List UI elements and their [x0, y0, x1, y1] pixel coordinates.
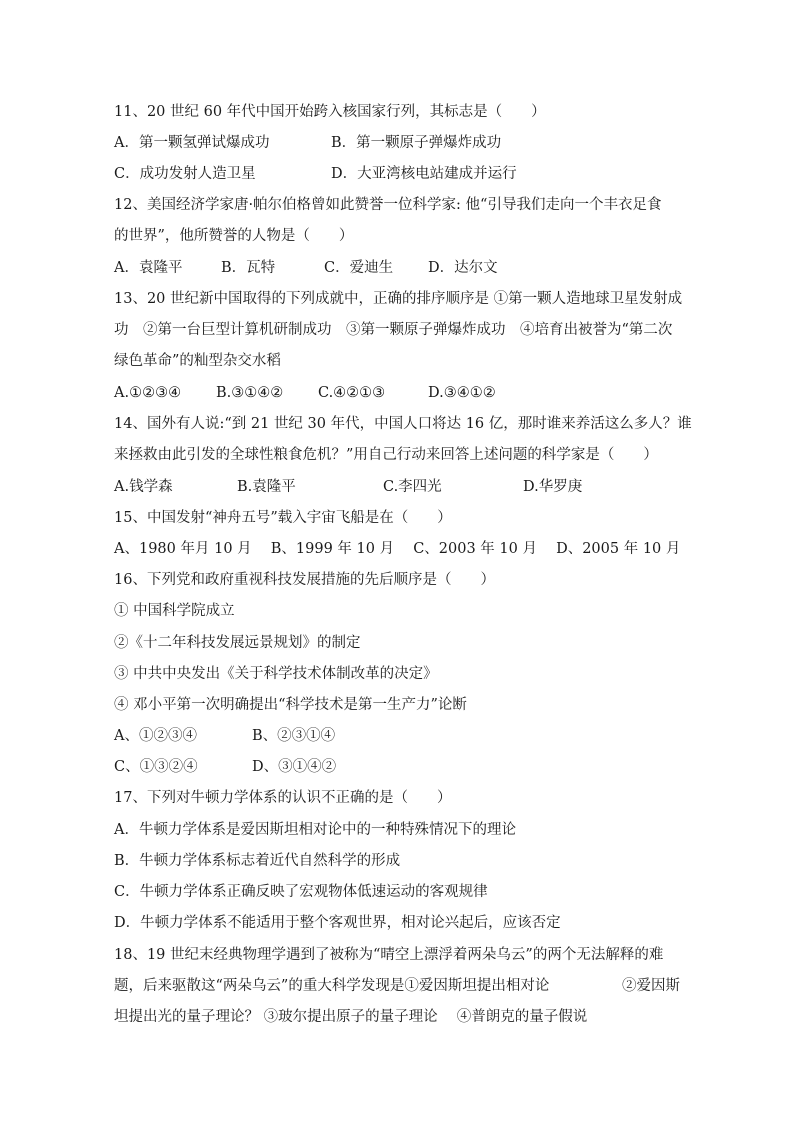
- q17-option-a: A．牛顿力学体系是爱因斯坦相对论中的一种特殊情况下的理论: [114, 822, 516, 838]
- q11-option-c: C．成功发射人造卫星: [114, 166, 256, 182]
- q18-stem-line2a: 题，后来驱散这“两朵乌云”的重大科学发现是①爱因斯坦提出相对论: [114, 978, 550, 994]
- q15-stem: 15、中国发射“神舟五号”载入宇宙飞船是在（ ）: [114, 510, 452, 526]
- q16-option-a: A、①②③④: [114, 728, 197, 744]
- q13-option-d: D.③④①②: [428, 385, 496, 401]
- q17-option-c: C．牛顿力学体系正确反映了宏观物体低速运动的客观规律: [114, 884, 488, 900]
- q18-stem-line1: 18、19 世纪末经典物理学遇到了被称为“晴空上漂浮着两朵乌云”的两个无法解释的难: [114, 947, 664, 963]
- q13-option-a: A.①②③④: [114, 385, 182, 401]
- q13-option-b: B.③①④②: [216, 385, 284, 401]
- q18-stem-line2b: ②爱因斯: [622, 978, 680, 994]
- q16-item-3: ③ 中共中央发出《关于科学技术体制改革的决定》: [114, 666, 438, 682]
- q14-option-c: C.李四光: [383, 479, 442, 495]
- q13-stem-line3: 绿色革命”的籼型杂交水稻: [114, 353, 281, 369]
- q12-option-d: D．达尔文: [428, 260, 498, 276]
- q12-option-c: C．爱迪生: [324, 260, 394, 276]
- q12-option-b: B．瓦特: [221, 260, 276, 276]
- q17-option-d: D．牛顿力学体系不能适用于整个客观世界，相对论兴起后，应该否定: [114, 915, 561, 931]
- q11-stem: 11、20 世纪 60 年代中国开始跨入核国家行列，其标志是（ ）: [114, 104, 546, 120]
- q12-stem-line2: 的世界”，他所赞誉的人物是（ ）: [114, 228, 354, 244]
- q14-option-d: D.华罗庚: [523, 479, 583, 495]
- q13-stem-line2: 功 ②第一台巨型计算机研制成功 ③第一颗原子弹爆炸成功 ④培育出被誉为“第二次: [114, 322, 673, 338]
- q14-stem-line1: 14、国外有人说:“到 21 世纪 30 年代，中国人口将达 16 亿，那时谁来养活这么多人？谁: [114, 416, 692, 432]
- q11-option-a: A．第一颗氢弹试爆成功: [114, 135, 270, 151]
- q13-option-c: C.④②①③: [318, 385, 386, 401]
- q12-option-a: A．袁隆平: [114, 260, 183, 276]
- q14-option-a: A.钱学森: [114, 479, 173, 495]
- q14-option-b: B.袁隆平: [237, 479, 296, 495]
- q16-option-c: C、①③②④: [114, 759, 198, 775]
- q14-stem-line2: 来拯救由此引发的全球性粮食危机？”用自己行动来回答上述问题的科学家是（ ）: [114, 447, 658, 463]
- q13-stem-line1: 13、20 世纪新中国取得的下列成就中，正确的排序顺序是 ①第一颗人造地球卫星发射成: [114, 291, 683, 307]
- q11-option-b: B．第一颗原子弹爆炸成功: [331, 135, 502, 151]
- q16-item-2: ②《十二年科技发展远景规划》的制定: [114, 635, 361, 651]
- q11-option-d: D．大亚湾核电站建成并运行: [331, 166, 517, 182]
- q18-stem-line3: 坦提出光的量子理论？ ③玻尔提出原子的量子理论 ④普朗克的量子假说: [114, 1009, 588, 1025]
- q16-item-4: ④ 邓小平第一次明确提出“科学技术是第一生产力”论断: [114, 697, 467, 713]
- q17-stem: 17、下列对牛顿力学体系的认识不正确的是（ ）: [114, 790, 452, 806]
- q12-stem-line1: 12、美国经济学家唐·帕尔伯格曾如此赞誉一位科学家: 他“引导我们走向一个丰衣足食: [114, 197, 662, 213]
- q16-option-d: D、③①④②: [252, 759, 337, 775]
- q16-option-b: B、②③①④: [252, 728, 336, 744]
- q16-stem: 16、下列党和政府重视科技发展措施的先后顺序是（ ）: [114, 572, 495, 588]
- q15-options: A、1980 年月 10 月 B、1999 年 10 月 C、2003 年 10 月 D、2005 年 10 月: [114, 541, 681, 557]
- q16-item-1: ① 中国科学院成立: [114, 603, 235, 619]
- q17-option-b: B．牛顿力学体系标志着近代自然科学的形成: [114, 853, 401, 869]
